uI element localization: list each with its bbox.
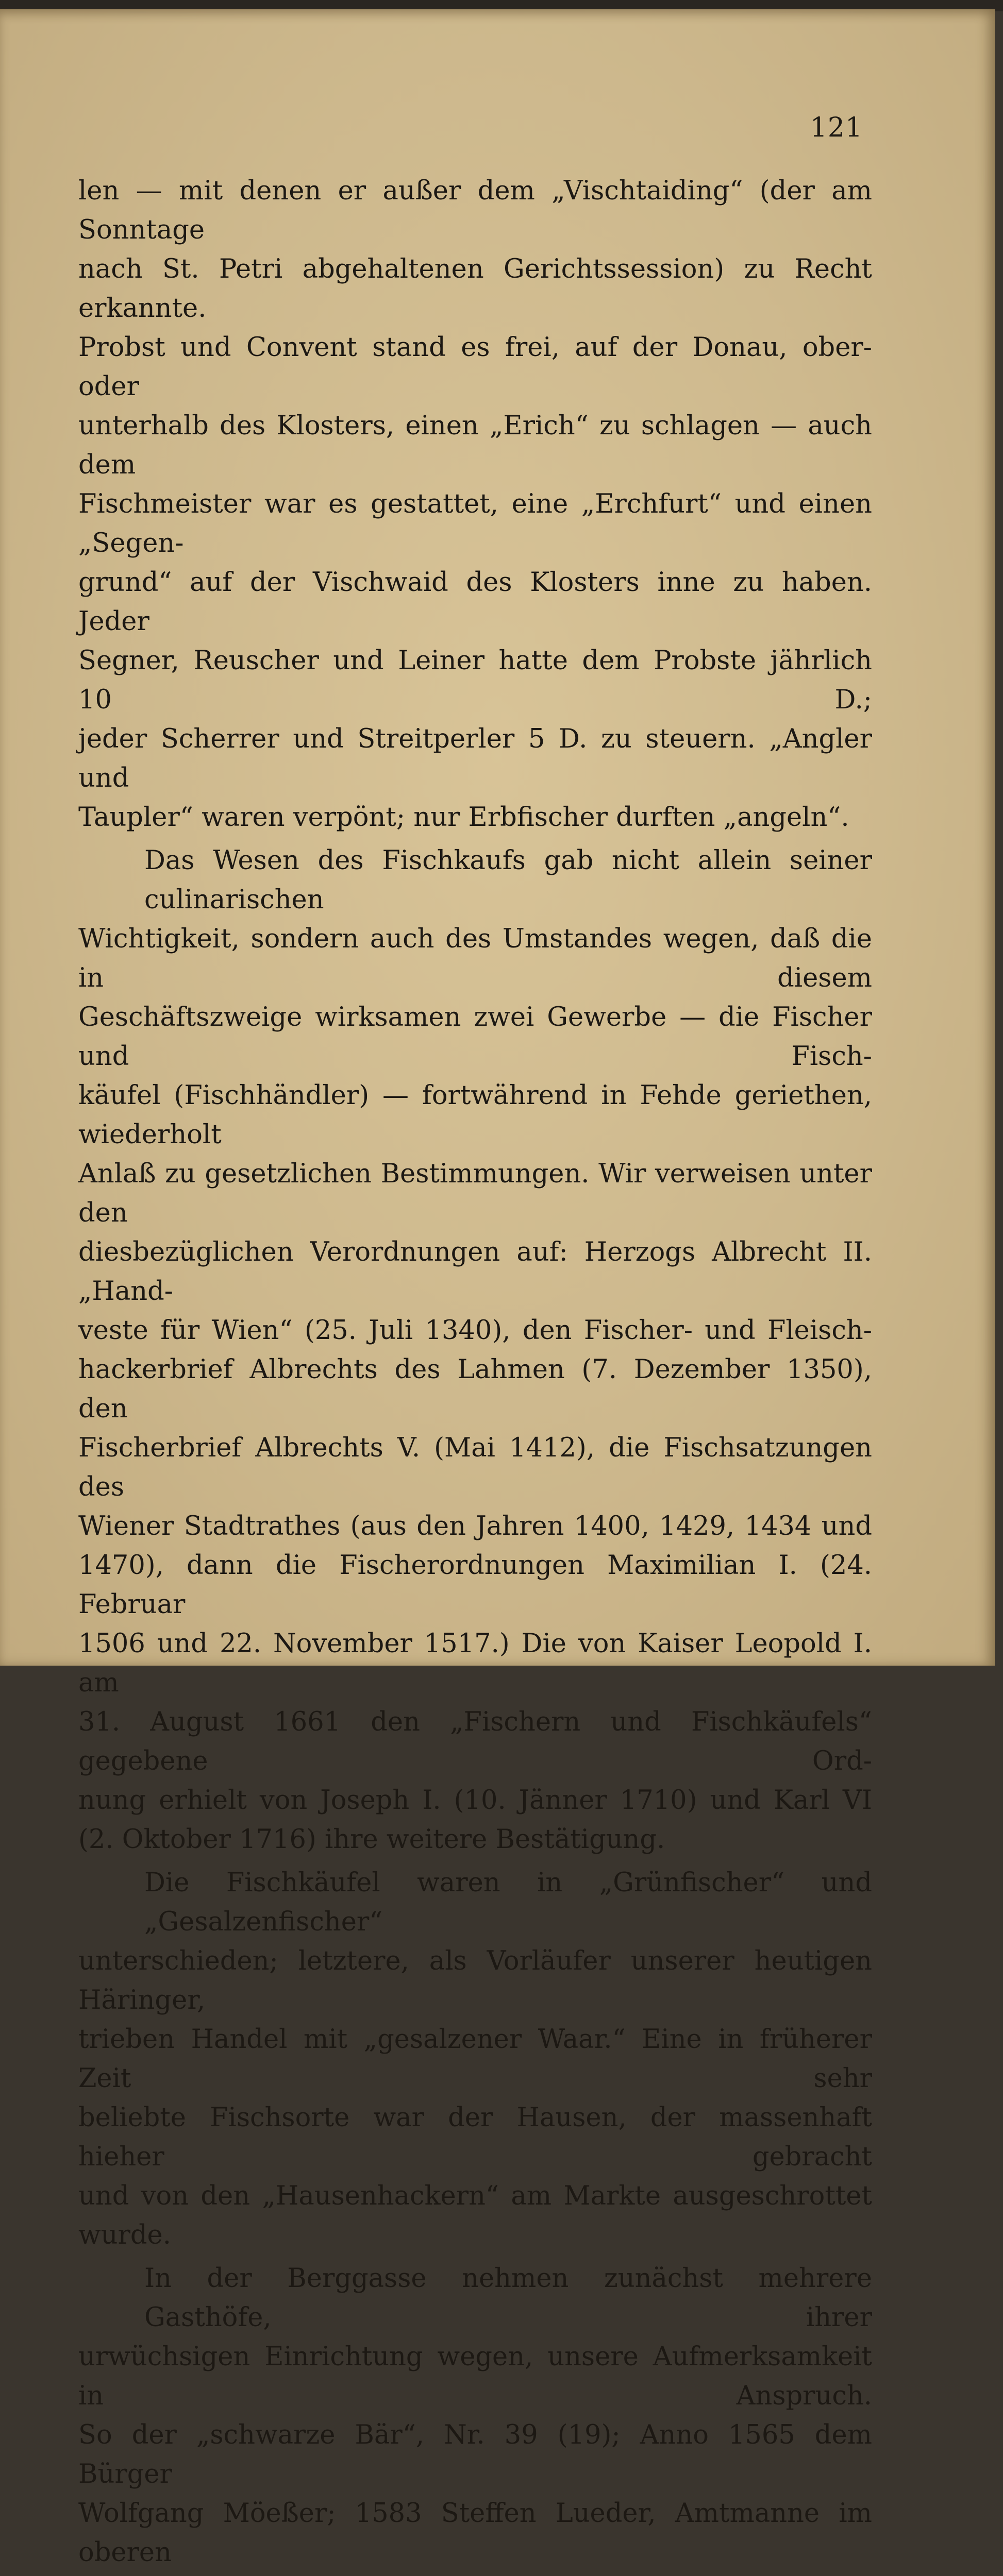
text-line: nach St. Petri abgehaltenen Gerichtssession) zu Recht erkannte.: [78, 254, 872, 324]
text-line: trieben Handel mit „gesalzener Waar.“ Eine in früherer Zeit sehr: [78, 2024, 872, 2094]
text-line: In der Berggasse nehmen zunächst mehrere Gasthöfe, ihrer: [144, 2263, 872, 2333]
text-line: 1470), dann die Fischerordnungen Maximilian I. (24. Februar: [78, 1550, 872, 1620]
text-line: hackerbrief Albrechts des Lahmen (7. Dezember 1350), den: [78, 1354, 872, 1424]
text-line: beliebte Fischsorte war der Hausen, der massenhaft hieher gebracht: [78, 2103, 872, 2172]
text-line: diesbezüglichen Verordnungen auf: Herzogs Albrecht II. „Hand-: [78, 1237, 872, 1307]
text-line: Das Wesen des Fischkaufs gab nicht allein seiner culinarischen: [144, 845, 872, 915]
text-line: (2. Oktober 1716) ihre weitere Bestätigung.: [78, 1824, 665, 1855]
text-line: Die Fischkäufel waren in „Grünfischer“ und „Gesalzenfischer“: [144, 1868, 872, 1937]
text-line: 31. August 1661 den „Fischern und Fischkäufels“ gegebene Ord-: [78, 1707, 872, 1776]
text-line: [78, 2572, 872, 2576]
text-line: Taupler“ waren verpönt; nur Erbfischer durften „angeln“.: [78, 802, 849, 833]
text-line: So der „schwarze Bär“, Nr. 39 (19); Anno 1565 dem Bürger: [78, 2420, 872, 2489]
text-line: veste für Wien“ (25. Juli 1340), den Fischer- und Fleisch-: [78, 1315, 872, 1346]
text-line: nung erhielt von Joseph I. (10. Jänner 1710) und Karl VI: [78, 1785, 872, 1816]
paragraph-3: [78, 1863, 872, 2255]
text-line: jeder Scherrer und Streitperler 5 D. zu steuern. „Angler und: [78, 724, 872, 793]
text-line: Fischerbrief Albrechts V. (Mai 1412), die Fischsatzungen des: [78, 1433, 872, 1502]
text-line: Wiener Stadtrathes (aus den Jahren 1400, 1429, 1434 und: [78, 1511, 872, 1541]
text-line: 1506 und 22. November 1517.) Die von Kaiser Leopold I. am: [78, 1629, 872, 1698]
text-line: Geschäftszweige wirksamen zwei Gewerbe — die Fischer und Fisch-: [78, 1002, 872, 1072]
text-line: len — mit denen er außer dem „Vischtaiding“ (der am Sonntage: [78, 176, 872, 245]
text-line: grund“ auf der Vischwaid des Klosters inne zu haben. Jeder: [78, 567, 872, 637]
text-line: käufel (Fischhändler) — fortwährend in Fehde geriethen, wiederholt: [78, 1080, 872, 1150]
text-line: unterhalb des Klosters, einen „Erich“ zu schlagen — auch dem: [78, 411, 872, 480]
text-line: Anlaß zu gesetzlichen Bestimmungen. Wir verweisen unter den: [78, 1159, 872, 1228]
paragraph-2: [78, 841, 872, 1859]
book-page: [0, 9, 995, 2568]
text-line: Fischmeister war es gestattet, eine „Erchfurt“ und einen „Segen-: [78, 489, 872, 558]
page-number: 121: [810, 112, 863, 143]
text-line: und von den „Hausenhackern“ am Markte ausgeschrottet wurde.: [78, 2181, 872, 2250]
text-line: Wichtigkeit, sondern auch des Umstandes wegen, daß die in diesem: [78, 924, 872, 993]
body-text: [78, 172, 872, 2576]
text-line: unterschieden; letztere, als Vorläufer unserer heutigen Häringer,: [78, 1946, 872, 2015]
text-line: Segner, Reuscher und Leiner hatte dem Probste jährlich 10 D.;: [78, 646, 872, 715]
text-line: urwüchsigen Einrichtung wegen, unsere Aufmerksamkeit in Anspruch.: [78, 2342, 872, 2411]
paragraph-4: [78, 2259, 872, 2576]
paragraph-1: [78, 172, 872, 837]
text-line: Wolfgang Möeßer; 1583 Steffen Lueder, Amtmanne im oberen: [78, 2498, 872, 2568]
text-line: Probst und Convent stand es frei, auf der Donau, ober- oder: [78, 332, 872, 402]
